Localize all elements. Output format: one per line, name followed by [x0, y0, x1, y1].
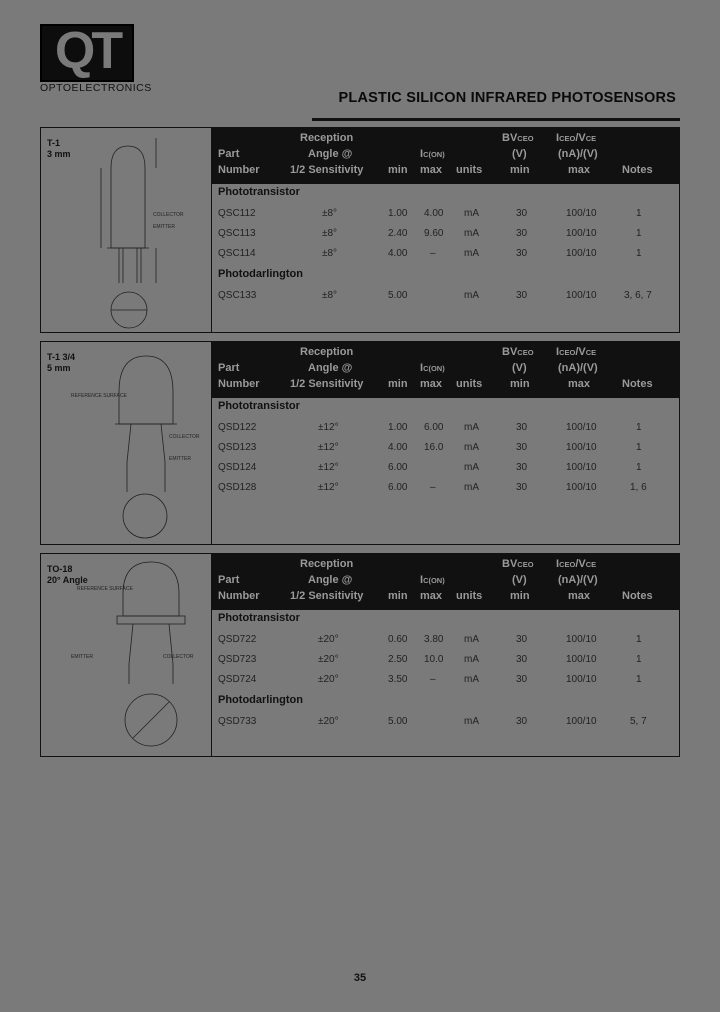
emitter-label: EMITTER	[71, 654, 93, 660]
page-title: PLASTIC SILICON INFRARED PHOTOSENSORS	[338, 90, 676, 106]
vce-subscript: CE	[585, 134, 597, 143]
max2-header: max	[568, 590, 591, 602]
angle-value: ±8°	[322, 228, 338, 239]
ic-units: mA	[464, 462, 479, 473]
product-panel-to18	[40, 553, 680, 757]
nav-header: (nA)/(V)	[558, 362, 598, 374]
v-header: (V)	[512, 574, 527, 586]
notes-header: Notes	[622, 590, 653, 602]
group-heading: Phototransistor	[218, 612, 300, 624]
notes: 1	[636, 674, 642, 685]
part-number: QSD722	[218, 634, 257, 645]
iceo-max: 100/10	[566, 634, 597, 645]
angle-value: ±20°	[318, 634, 339, 645]
bv-symbol: BV	[502, 346, 518, 358]
iceo-max: 100/10	[566, 654, 597, 665]
ic-min: 1.00	[388, 208, 408, 219]
angle-value: ±8°	[322, 248, 338, 259]
angle-value: ±12°	[318, 462, 339, 473]
collector-label: COLLECTOR	[153, 212, 184, 218]
iceo-max: 100/10	[566, 228, 597, 239]
ic-subscript: C(ON)	[423, 576, 445, 585]
ic-header	[420, 574, 445, 586]
ic-max: 4.00	[424, 208, 444, 219]
bv-subscript: CEO	[517, 560, 534, 569]
iceo-header	[556, 132, 596, 144]
bv-header	[502, 132, 534, 144]
ic-units: mA	[464, 482, 479, 493]
angle-value: ±20°	[318, 654, 339, 665]
ic-min: 4.00	[388, 442, 408, 453]
table-header	[212, 554, 679, 610]
ic-units: mA	[464, 654, 479, 665]
ic-max: 6.00	[424, 422, 444, 433]
iceo-max: 100/10	[566, 674, 597, 685]
angle-value: ±8°	[322, 208, 338, 219]
max-header: max	[420, 378, 443, 390]
ic-units: mA	[464, 634, 479, 645]
notes-header: Notes	[622, 378, 653, 390]
number-header: Number	[218, 590, 260, 602]
logo-letters: QT	[54, 22, 120, 80]
bv-min: 30	[516, 634, 528, 645]
title-rule	[312, 118, 680, 121]
iceo-max: 100/10	[566, 248, 597, 259]
ic-symbol: I	[420, 362, 424, 374]
reference-surface-label: REFERENCE SURFACE	[71, 393, 127, 399]
min-header: min	[388, 590, 408, 602]
iceo-symbol: I	[556, 346, 560, 358]
units-header: units	[456, 378, 483, 390]
min2-header: min	[510, 590, 530, 602]
emitter-label: EMITTER	[153, 224, 175, 230]
vce-subscript: CE	[585, 560, 597, 569]
iceo-header	[556, 346, 596, 358]
table-row	[212, 650, 679, 670]
angle-header: Angle @	[308, 362, 353, 374]
angle-value: ±20°	[318, 674, 339, 685]
package-name-line: T-1	[47, 138, 61, 148]
package-size-line: 3 mm	[47, 149, 71, 159]
bv-subscript: CEO	[517, 134, 534, 143]
angle-value: ±12°	[318, 442, 339, 453]
bv-header	[502, 558, 534, 570]
iceo-max: 100/10	[566, 208, 597, 219]
bv-min: 30	[516, 654, 528, 665]
ic-max: 3.80	[424, 634, 444, 645]
ic-min: 3.50	[388, 674, 408, 685]
ic-max: –	[430, 674, 436, 685]
ic-units: mA	[464, 208, 479, 219]
table-row	[212, 478, 679, 498]
number-header: Number	[218, 164, 260, 176]
bv-header	[502, 346, 534, 358]
ic-min: 4.00	[388, 248, 408, 259]
bv-min: 30	[516, 442, 528, 453]
ic-min: 6.00	[388, 462, 408, 473]
group-heading: Photodarlington	[218, 268, 303, 280]
table-row	[212, 418, 679, 438]
collector-label: COLLECTOR	[169, 434, 200, 440]
notes: 3, 6, 7	[624, 290, 652, 301]
reference-surface-label: REFERENCE SURFACE	[77, 586, 133, 592]
ic-subscript: C(ON)	[423, 364, 445, 373]
table-row	[212, 286, 679, 306]
angle-value: ±8°	[322, 290, 338, 301]
bv-symbol: BV	[502, 558, 518, 570]
ic-max: 16.0	[424, 442, 444, 453]
part-number: QSD122	[218, 422, 257, 433]
ic-symbol: I	[420, 148, 424, 160]
vce-symbol: /V	[575, 132, 586, 144]
max2-header: max	[568, 378, 591, 390]
angle-value: ±12°	[318, 482, 339, 493]
max-header: max	[420, 590, 443, 602]
v-header: (V)	[512, 362, 527, 374]
iceo-max: 100/10	[566, 442, 597, 453]
part-number: QSC133	[218, 290, 257, 301]
iceo-subscript: CEO	[559, 560, 576, 569]
vce-symbol: /V	[575, 346, 586, 358]
notes-header: Notes	[622, 164, 653, 176]
group-heading: Photodarlington	[218, 694, 303, 706]
part-number: QSD124	[218, 462, 257, 473]
part-header: Part	[218, 362, 240, 374]
notes: 1, 6	[630, 482, 647, 493]
package-name-line: T-1 3/4	[47, 352, 76, 362]
package-drawing-t1-3-4	[41, 342, 211, 544]
ic-min: 2.50	[388, 654, 408, 665]
iceo-max: 100/10	[566, 462, 597, 473]
angle-header: Angle @	[308, 148, 353, 160]
ic-min: 5.00	[388, 716, 408, 727]
table-header	[212, 342, 679, 398]
bv-subscript: CEO	[517, 348, 534, 357]
min2-header: min	[510, 164, 530, 176]
bv-min: 30	[516, 462, 528, 473]
angle-value: ±20°	[318, 716, 339, 727]
bv-min: 30	[516, 482, 528, 493]
bv-min: 30	[516, 674, 528, 685]
nav-header: (nA)/(V)	[558, 148, 598, 160]
max-header: max	[420, 164, 443, 176]
ic-units: mA	[464, 716, 479, 727]
notes: 5, 7	[630, 716, 647, 727]
company-logo	[40, 22, 152, 99]
ic-symbol: I	[420, 574, 424, 586]
logo-box	[40, 24, 134, 82]
group-heading: Phototransistor	[218, 186, 300, 198]
ic-units: mA	[464, 228, 479, 239]
bv-min: 30	[516, 716, 528, 727]
bv-symbol: BV	[502, 132, 518, 144]
ic-max: 10.0	[424, 654, 444, 665]
angle-header: Angle @	[308, 574, 353, 586]
notes: 1	[636, 654, 642, 665]
part-number: QSC114	[218, 248, 256, 259]
notes: 1	[636, 462, 642, 473]
number-header: Number	[218, 378, 260, 390]
emitter-label: EMITTER	[169, 456, 191, 462]
ic-subscript: C(ON)	[423, 150, 445, 159]
part-number: QSD733	[218, 716, 257, 727]
min-header: min	[388, 164, 408, 176]
sensitivity-header: 1/2 Sensitivity	[290, 378, 364, 390]
max2-header: max	[568, 164, 591, 176]
notes: 1	[636, 248, 642, 259]
notes: 1	[636, 634, 642, 645]
iceo-symbol: I	[556, 558, 560, 570]
part-number: QSD723	[218, 654, 257, 665]
collector-label: COLLECTOR	[163, 654, 194, 660]
iceo-header	[556, 558, 596, 570]
table-header	[212, 128, 679, 184]
iceo-max: 100/10	[566, 422, 597, 433]
ic-min: 1.00	[388, 422, 408, 433]
notes: 1	[636, 228, 642, 239]
vce-symbol: /V	[575, 558, 586, 570]
ic-min: 6.00	[388, 482, 408, 493]
reception-header: Reception	[300, 346, 354, 358]
package-name-line: TO-18	[47, 564, 73, 574]
ic-units: mA	[464, 422, 479, 433]
part-number: QSC113	[218, 228, 256, 239]
notes: 1	[636, 208, 642, 219]
part-header: Part	[218, 148, 240, 160]
units-header: units	[456, 164, 483, 176]
iceo-max: 100/10	[566, 290, 597, 301]
product-panel-t1	[40, 127, 680, 333]
ic-max: 9.60	[424, 228, 444, 239]
iceo-symbol: I	[556, 132, 560, 144]
min-header: min	[388, 378, 408, 390]
table-row	[212, 712, 679, 732]
table-row	[212, 438, 679, 458]
reception-header: Reception	[300, 132, 354, 144]
package-diagram	[41, 342, 212, 544]
package-drawing-to18	[41, 554, 211, 756]
sensitivity-header: 1/2 Sensitivity	[290, 590, 364, 602]
table-row	[212, 224, 679, 244]
part-header: Part	[218, 574, 240, 586]
ic-min: 0.60	[388, 634, 408, 645]
min2-header: min	[510, 378, 530, 390]
iceo-max: 100/10	[566, 716, 597, 727]
table-row	[212, 670, 679, 690]
part-number: QSC112	[218, 208, 256, 219]
package-size-line: 20° Angle	[47, 575, 88, 585]
reception-header: Reception	[300, 558, 354, 570]
ic-header	[420, 148, 445, 160]
notes: 1	[636, 422, 642, 433]
angle-value: ±12°	[318, 422, 339, 433]
bv-min: 30	[516, 208, 528, 219]
ic-min: 5.00	[388, 290, 408, 301]
notes: 1	[636, 442, 642, 453]
v-header: (V)	[512, 148, 527, 160]
iceo-max: 100/10	[566, 482, 597, 493]
ic-units: mA	[464, 674, 479, 685]
iceo-subscript: CEO	[559, 348, 576, 357]
sensitivity-header: 1/2 Sensitivity	[290, 164, 364, 176]
bv-min: 30	[516, 228, 528, 239]
part-number: QSD123	[218, 442, 257, 453]
ic-units: mA	[464, 290, 479, 301]
product-panel-t1-3-4	[40, 341, 680, 545]
package-diagram	[41, 554, 212, 756]
table-row	[212, 458, 679, 478]
ic-units: mA	[464, 248, 479, 259]
table-row	[212, 630, 679, 650]
bv-min: 30	[516, 248, 528, 259]
vce-subscript: CE	[585, 348, 597, 357]
units-header: units	[456, 590, 483, 602]
package-diagram	[41, 128, 212, 332]
package-drawing-t1	[41, 128, 211, 332]
bv-min: 30	[516, 422, 528, 433]
table-row	[212, 244, 679, 264]
ic-max: –	[430, 248, 436, 259]
group-heading: Phototransistor	[218, 400, 300, 412]
ic-header	[420, 362, 445, 374]
part-number: QSD128	[218, 482, 257, 493]
logo-subtitle: OPTOELECTRONICS	[40, 82, 152, 94]
package-size-line: 5 mm	[47, 363, 71, 373]
ic-min: 2.40	[388, 228, 408, 239]
bv-min: 30	[516, 290, 528, 301]
nav-header: (nA)/(V)	[558, 574, 598, 586]
iceo-subscript: CEO	[559, 134, 576, 143]
table-row	[212, 204, 679, 224]
page-number: 35	[353, 972, 367, 984]
ic-max: –	[430, 482, 436, 493]
ic-units: mA	[464, 442, 479, 453]
part-number: QSD724	[218, 674, 257, 685]
